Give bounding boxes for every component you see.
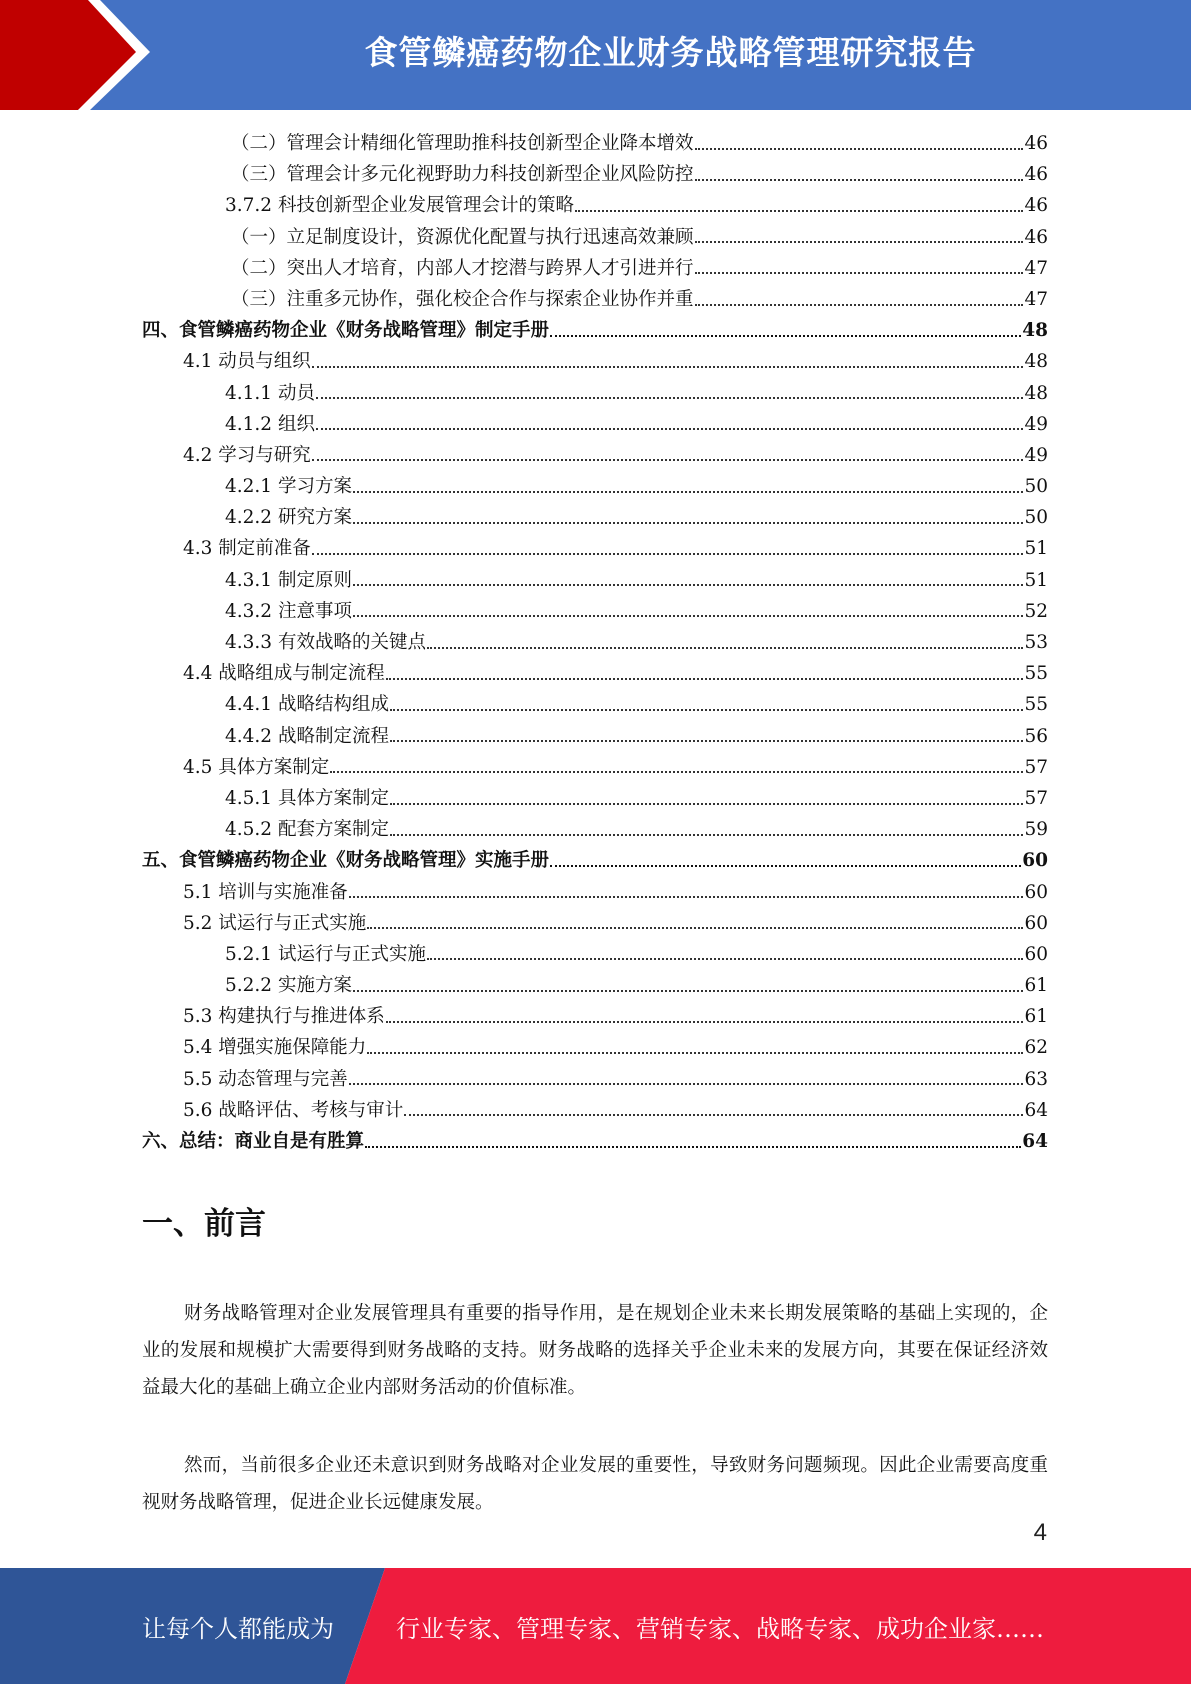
toc-entry-page: 48: [1024, 382, 1048, 404]
toc-entry-page: 64: [1024, 1099, 1048, 1121]
toc-entry[interactable]: [142, 596, 1048, 627]
toc-entry[interactable]: [142, 346, 1048, 377]
toc-entry[interactable]: [142, 409, 1048, 440]
toc-entry-page: 60: [1024, 881, 1048, 903]
toc-entry-title: （二）管理会计精细化管理助推科技创新型企业降本增效: [231, 133, 694, 154]
toc-entry[interactable]: [142, 533, 1048, 564]
toc-entry[interactable]: [142, 689, 1048, 720]
toc-entry[interactable]: [142, 752, 1048, 783]
toc-leader-dots: [330, 771, 1023, 773]
footer-slogan: 让每个人都能成为: [142, 1614, 334, 1643]
toc-entry-page: 46: [1024, 226, 1048, 248]
toc-entry[interactable]: [142, 565, 1048, 596]
footer-banner: [0, 1568, 1191, 1684]
toc-leader-dots: [353, 491, 1024, 493]
toc-entry-page: 62: [1024, 1037, 1048, 1059]
toc-entry[interactable]: [142, 877, 1048, 908]
toc-entry-page: 49: [1024, 444, 1048, 466]
toc-leader-dots: [367, 927, 1023, 929]
toc-entry[interactable]: [142, 721, 1048, 752]
toc-entry-page: 60: [1024, 943, 1048, 965]
toc-entry-page: 59: [1024, 819, 1048, 841]
toc-entry-title: 四、食管鳞癌药物企业《财务战略管理》制定手册: [142, 320, 550, 342]
toc-leader-dots: [353, 522, 1024, 524]
toc-leader-dots: [550, 335, 1021, 337]
toc-leader-dots: [349, 896, 1024, 898]
toc-entry-title: 4.4.2 战略制定流程: [225, 725, 389, 747]
toc-entry[interactable]: [142, 159, 1048, 190]
toc-entry[interactable]: [142, 440, 1048, 471]
toc-entry-page: 55: [1024, 694, 1048, 716]
toc-entry-title: 5.5 动态管理与完善: [183, 1068, 348, 1090]
toc-entry-page: 48: [1024, 351, 1048, 373]
toc-entry[interactable]: [142, 1032, 1048, 1063]
toc-entry[interactable]: [142, 190, 1048, 221]
toc-leader-dots: [353, 990, 1024, 992]
toc-leader-dots: [312, 459, 1024, 461]
toc-entry-title: 4.1 动员与组织: [183, 351, 311, 373]
toc-leader-dots: [390, 709, 1023, 711]
toc-entry-page: 52: [1024, 600, 1048, 622]
toc-entry-title: 4.2.2 研究方案: [225, 507, 352, 529]
toc-entry[interactable]: [142, 1126, 1048, 1157]
toc-entry-page: 51: [1024, 538, 1048, 560]
toc-entry[interactable]: [142, 471, 1048, 502]
toc-entry[interactable]: [142, 502, 1048, 533]
toc-entry-title: 4.5.2 配套方案制定: [225, 819, 389, 841]
toc-entry[interactable]: [142, 315, 1048, 346]
toc-entry-title: 5.2.2 实施方案: [225, 975, 352, 997]
toc-entry-page: 47: [1024, 288, 1048, 310]
toc-entry[interactable]: [142, 222, 1048, 253]
toc-entry-title: 4.5 具体方案制定: [183, 756, 330, 778]
toc-entry-title: 五、食管鳞癌药物企业《财务战略管理》实施手册: [142, 850, 550, 872]
toc-entry-title: 5.2.1 试运行与正式实施: [225, 943, 426, 965]
toc-entry-title: （一）立足制度设计，资源优化配置与执行迅速高效兼顾: [231, 226, 694, 248]
toc-entry-title: 4.1.2 组织: [225, 413, 315, 435]
footer-roles: 行业专家、管理专家、营销专家、战略专家、成功企业家……: [396, 1614, 1044, 1643]
toc-entry-page: 60: [1022, 850, 1048, 872]
toc-entry-page: 55: [1024, 663, 1048, 685]
toc-entry-title: 4.3.3 有效战略的关键点: [225, 632, 426, 653]
toc-entry[interactable]: [142, 1001, 1048, 1032]
table-of-contents: [142, 128, 1048, 1157]
toc-entry-page: 56: [1024, 725, 1048, 747]
toc-entry-page: 51: [1024, 569, 1048, 591]
toc-entry[interactable]: [142, 658, 1048, 689]
toc-leader-dots: [404, 1114, 1023, 1116]
toc-entry[interactable]: [142, 253, 1048, 284]
toc-entry-page: 50: [1024, 476, 1048, 498]
toc-entry-page: 57: [1024, 756, 1048, 778]
toc-entry-title: 4.3.2 注意事项: [225, 600, 352, 622]
toc-leader-dots: [695, 148, 1024, 150]
header-title: 食管鳞癌药物企业财务战略管理研究报告: [364, 32, 977, 72]
toc-entry-page: 53: [1024, 632, 1048, 653]
toc-entry[interactable]: [142, 284, 1048, 315]
toc-entry-title: 5.3 构建执行与推进体系: [183, 1006, 385, 1028]
toc-leader-dots: [353, 615, 1024, 617]
toc-leader-dots: [316, 428, 1024, 430]
toc-entry[interactable]: [142, 627, 1048, 658]
toc-leader-dots: [695, 241, 1024, 243]
toc-entry-page: 50: [1024, 507, 1048, 529]
toc-leader-dots: [695, 179, 1024, 181]
toc-entry-page: 63: [1024, 1068, 1048, 1090]
toc-leader-dots: [390, 803, 1023, 805]
toc-entry-title: 5.6 战略评估、考核与审计: [183, 1099, 404, 1121]
toc-entry[interactable]: [142, 1095, 1048, 1126]
paragraph: 财务战略管理对企业发展管理具有重要的指导作用，是在规划企业未来长期发展策略的基础上实现的，企业的发展和规模扩大需要得到财务战略的支持。财务战略的选择关乎企业未来的发展方向，其要在保证经济效益最大化的基础上确立企业内部财务活动的价值标准。: [142, 1303, 1048, 1398]
toc-entry[interactable]: [142, 939, 1048, 970]
toc-entry[interactable]: [142, 128, 1048, 159]
toc-entry-title: 4.3 制定前准备: [183, 538, 311, 560]
toc-leader-dots: [695, 304, 1024, 306]
toc-entry-title: （三）注重多元协作，强化校企合作与探索企业协作并重: [231, 288, 694, 310]
toc-entry-title: 5.2 试运行与正式实施: [183, 912, 367, 934]
toc-entry[interactable]: [142, 1064, 1048, 1095]
toc-entry[interactable]: [142, 845, 1048, 876]
toc-entry[interactable]: [142, 378, 1048, 409]
toc-entry-title: （二）突出人才培育，内部人才挖潜与跨界人才引进并行: [231, 257, 694, 279]
toc-entry-page: 47: [1024, 257, 1048, 279]
toc-leader-dots: [367, 1052, 1023, 1054]
toc-leader-dots: [695, 272, 1024, 274]
toc-leader-dots: [386, 678, 1024, 680]
toc-entry-page: 57: [1024, 787, 1048, 809]
toc-entry-title: 4.1.1 动员: [225, 382, 315, 404]
toc-entry-page: 48: [1022, 320, 1048, 342]
toc-entry[interactable]: [142, 970, 1048, 1001]
toc-leader-dots: [316, 397, 1024, 399]
toc-entry-title: 3.7.2 科技创新型企业发展管理会计的策略: [225, 195, 574, 217]
toc-leader-dots: [390, 740, 1023, 742]
toc-leader-dots: [312, 553, 1024, 555]
toc-leader-dots: [365, 1146, 1021, 1148]
toc-entry[interactable]: [142, 783, 1048, 814]
header-banner: [0, 0, 1191, 110]
toc-entry-title: 4.4.1 战略结构组成: [225, 694, 389, 716]
toc-entry[interactable]: [142, 908, 1048, 939]
toc-entry-title: 4.3.1 制定原则: [225, 569, 352, 591]
toc-entry-page: 46: [1024, 133, 1048, 154]
toc-entry-page: 64: [1022, 1131, 1048, 1152]
header-red-chevron: [0, 0, 150, 110]
toc-leader-dots: [390, 834, 1023, 836]
toc-entry-page: 46: [1024, 164, 1048, 186]
toc-entry-page: 61: [1024, 975, 1048, 997]
toc-entry-page: 61: [1024, 1006, 1048, 1028]
toc-entry-title: 六、总结：商业自是有胜算: [142, 1131, 365, 1152]
toc-entry-title: 4.4 战略组成与制定流程: [183, 663, 385, 685]
toc-leader-dots: [353, 584, 1024, 586]
toc-leader-dots: [349, 1083, 1024, 1085]
toc-leader-dots: [550, 865, 1021, 867]
toc-leader-dots: [575, 210, 1023, 212]
toc-leader-dots: [427, 647, 1023, 649]
toc-entry-title: 4.5.1 具体方案制定: [225, 787, 389, 809]
toc-leader-dots: [427, 958, 1023, 960]
toc-entry-title: 4.2.1 学习方案: [225, 476, 352, 498]
paragraph: 然而，当前很多企业还未意识到财务战略对企业发展的重要性，导致财务问题频现。因此企业需要高度重视财务战略管理，促进企业长远健康发展。: [142, 1455, 1048, 1513]
toc-leader-dots: [386, 1021, 1024, 1023]
toc-entry-title: （三）管理会计多元化视野助力科技创新型企业风险防控: [231, 164, 694, 186]
toc-entry-page: 46: [1024, 195, 1048, 217]
toc-entry[interactable]: [142, 814, 1048, 845]
toc-entry-title: 5.4 增强实施保障能力: [183, 1037, 367, 1059]
toc-entry-page: 60: [1024, 912, 1048, 934]
toc-entry-title: 4.2 学习与研究: [183, 444, 311, 466]
section-title: 一、前言: [142, 1206, 266, 1242]
toc-leader-dots: [312, 366, 1024, 368]
page-number: 4: [1033, 1519, 1047, 1546]
toc-entry-page: 49: [1024, 413, 1048, 435]
toc-entry-title: 5.1 培训与实施准备: [183, 881, 348, 903]
